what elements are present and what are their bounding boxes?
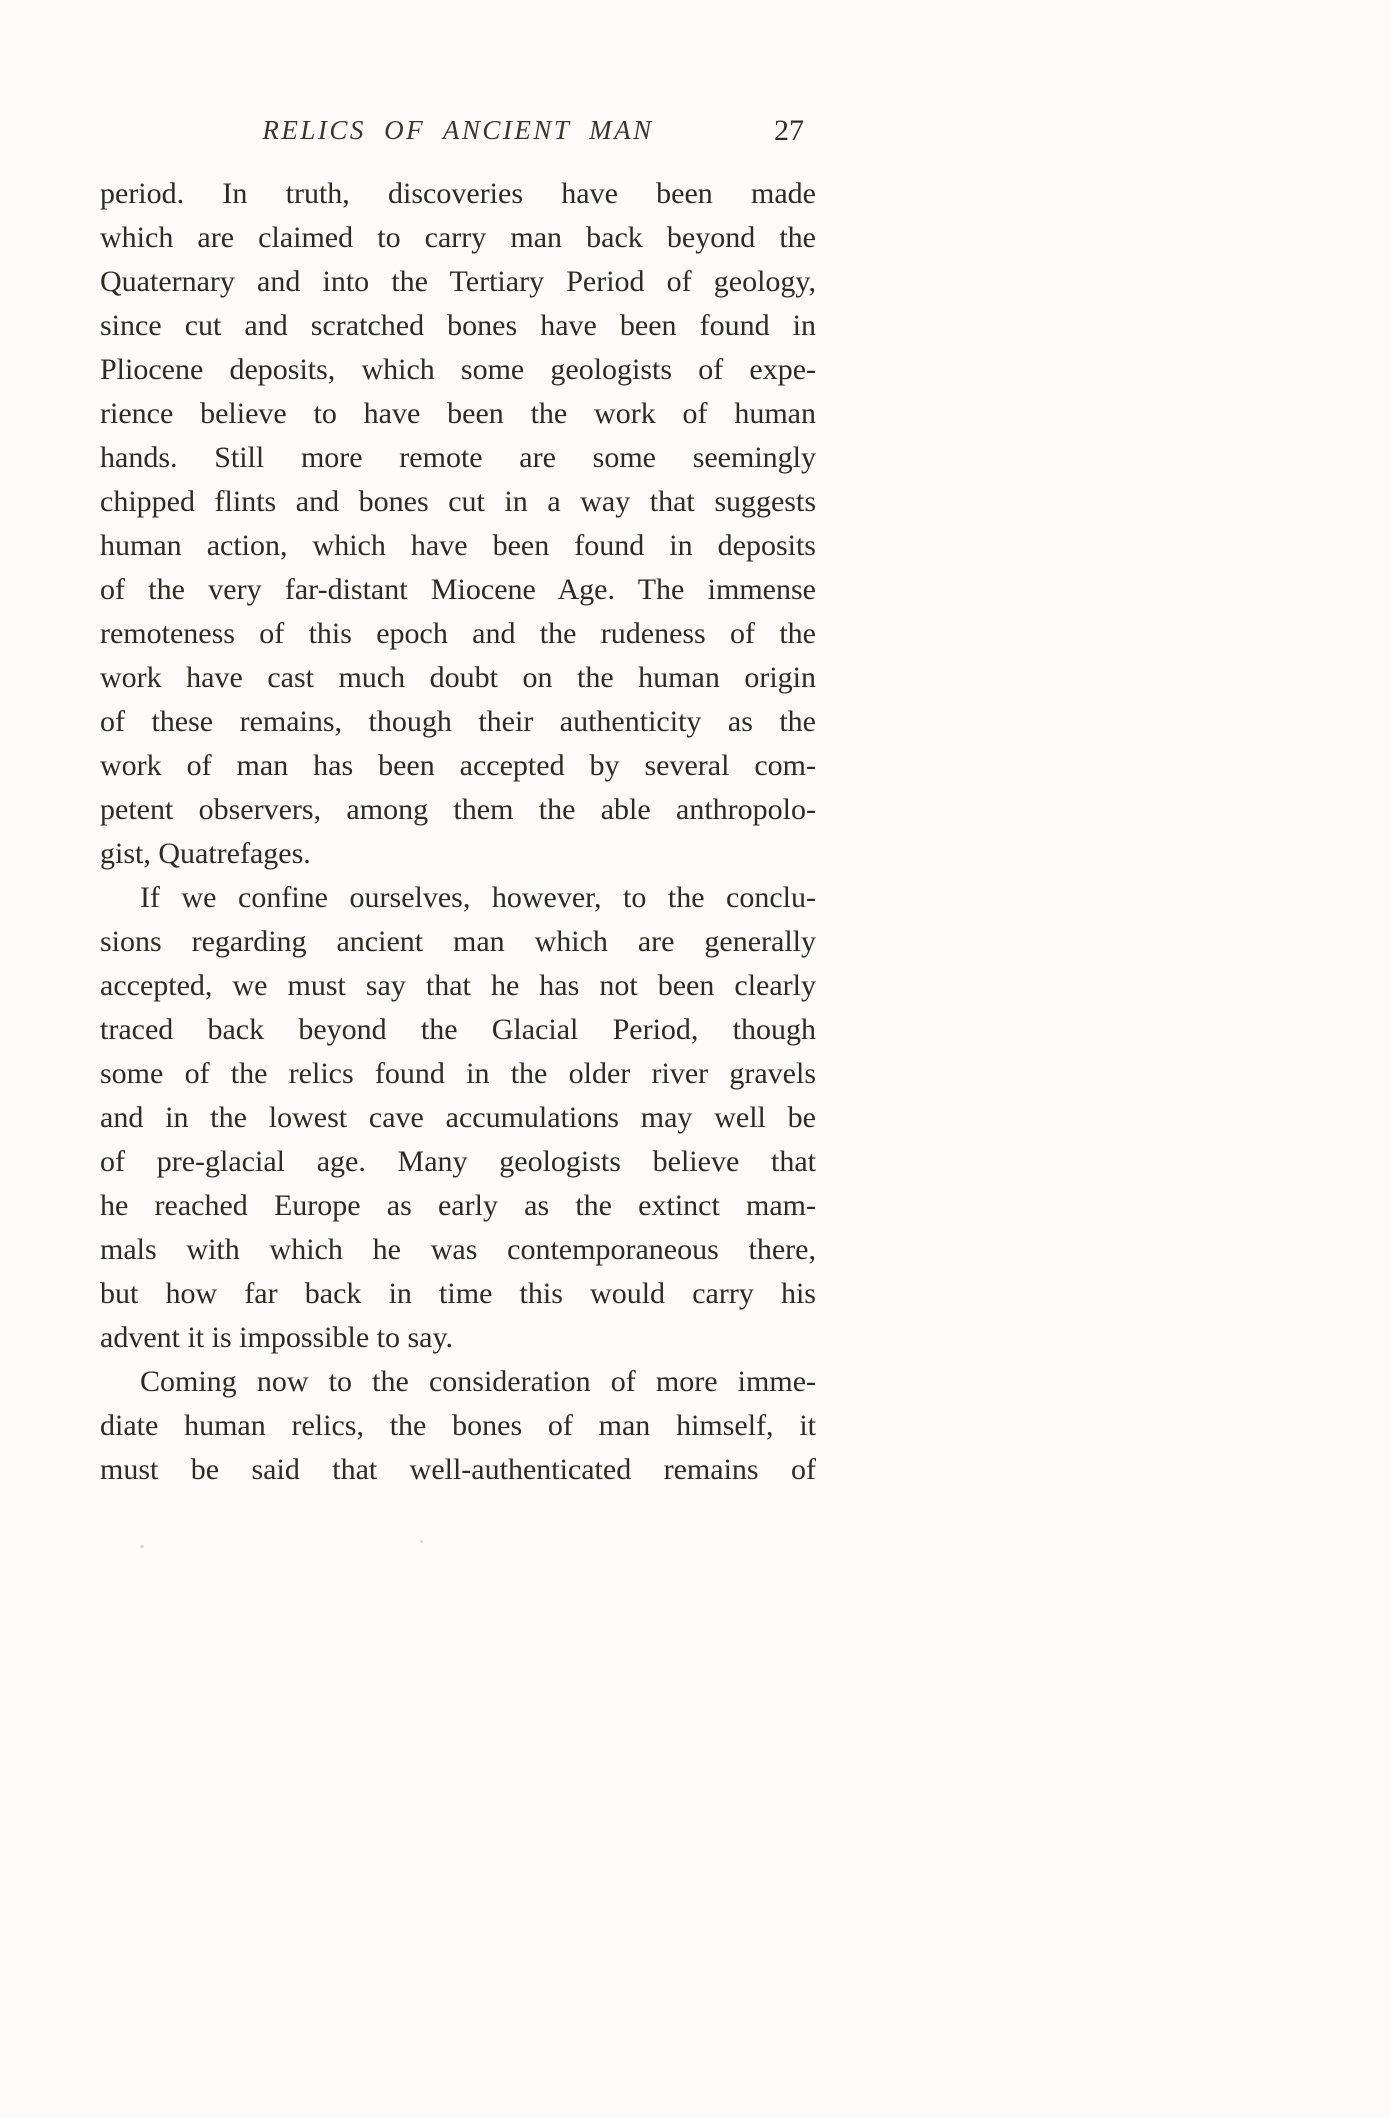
text-line: he reached Europe as early as the extinct mam- [100, 1189, 816, 1222]
text-line: must be said that well-authenticated remains of [100, 1453, 816, 1486]
text-line: of the very far-distant Miocene Age. The immense [100, 573, 816, 606]
paragraph [100, 1360, 816, 1492]
paragraph [100, 876, 816, 1360]
text-line: rience believe to have been the work of human [100, 397, 816, 430]
text-line: remoteness of this epoch and the rudeness of the [100, 617, 816, 650]
paragraph [100, 172, 816, 876]
text-line: advent it is impossible to say. [100, 1321, 454, 1354]
text-line: accepted, we must say that he has not been clearly [100, 969, 816, 1002]
text-line: chipped flints and bones cut in a way that suggests [100, 485, 816, 518]
text-line: which are claimed to carry man back beyond the [100, 221, 816, 254]
text-line: work have cast much doubt on the human origin [100, 661, 816, 694]
scan-artifact [140, 1545, 144, 1548]
body-text [100, 172, 816, 1492]
text-line: but how far back in time this would carry his [100, 1277, 816, 1310]
text-line: of pre-glacial age. Many geologists believe that [100, 1145, 816, 1178]
text-line: some of the relics found in the older river gravels [100, 1057, 816, 1090]
text-line: traced back beyond the Glacial Period, though [100, 1013, 816, 1046]
text-line: Pliocene deposits, which some geologists of expe- [100, 353, 816, 386]
text-line: diate human relics, the bones of man himself, it [100, 1409, 816, 1442]
page-number: 27 [774, 114, 804, 147]
running-title: RELICS OF ANCIENT MAN [262, 115, 654, 145]
text-line: and in the lowest cave accumulations may well be [100, 1101, 816, 1134]
text-line: mals with which he was contemporaneous there, [100, 1233, 816, 1266]
text-line: sions regarding ancient man which are generally [100, 925, 816, 958]
text-column [100, 112, 816, 1492]
text-line: hands. Still more remote are some seemingly [100, 441, 816, 474]
text-line: period. In truth, discoveries have been made [100, 177, 816, 210]
page-header [100, 112, 816, 148]
text-line: of these remains, though their authenticity as the [100, 705, 816, 738]
text-line: Quaternary and into the Tertiary Period of geology, [100, 265, 816, 298]
text-line: work of man has been accepted by several com- [100, 749, 816, 782]
text-line: gist, Quatrefages. [100, 837, 311, 870]
text-line: If we confine ourselves, however, to the conclu- [140, 881, 816, 914]
text-line: since cut and scratched bones have been found in [100, 309, 816, 342]
text-line: petent observers, among them the able anthropolo- [100, 793, 816, 826]
text-line: Coming now to the consideration of more imme- [140, 1365, 816, 1398]
scan-artifact [420, 1540, 423, 1543]
text-line: human action, which have been found in deposits [100, 529, 816, 562]
